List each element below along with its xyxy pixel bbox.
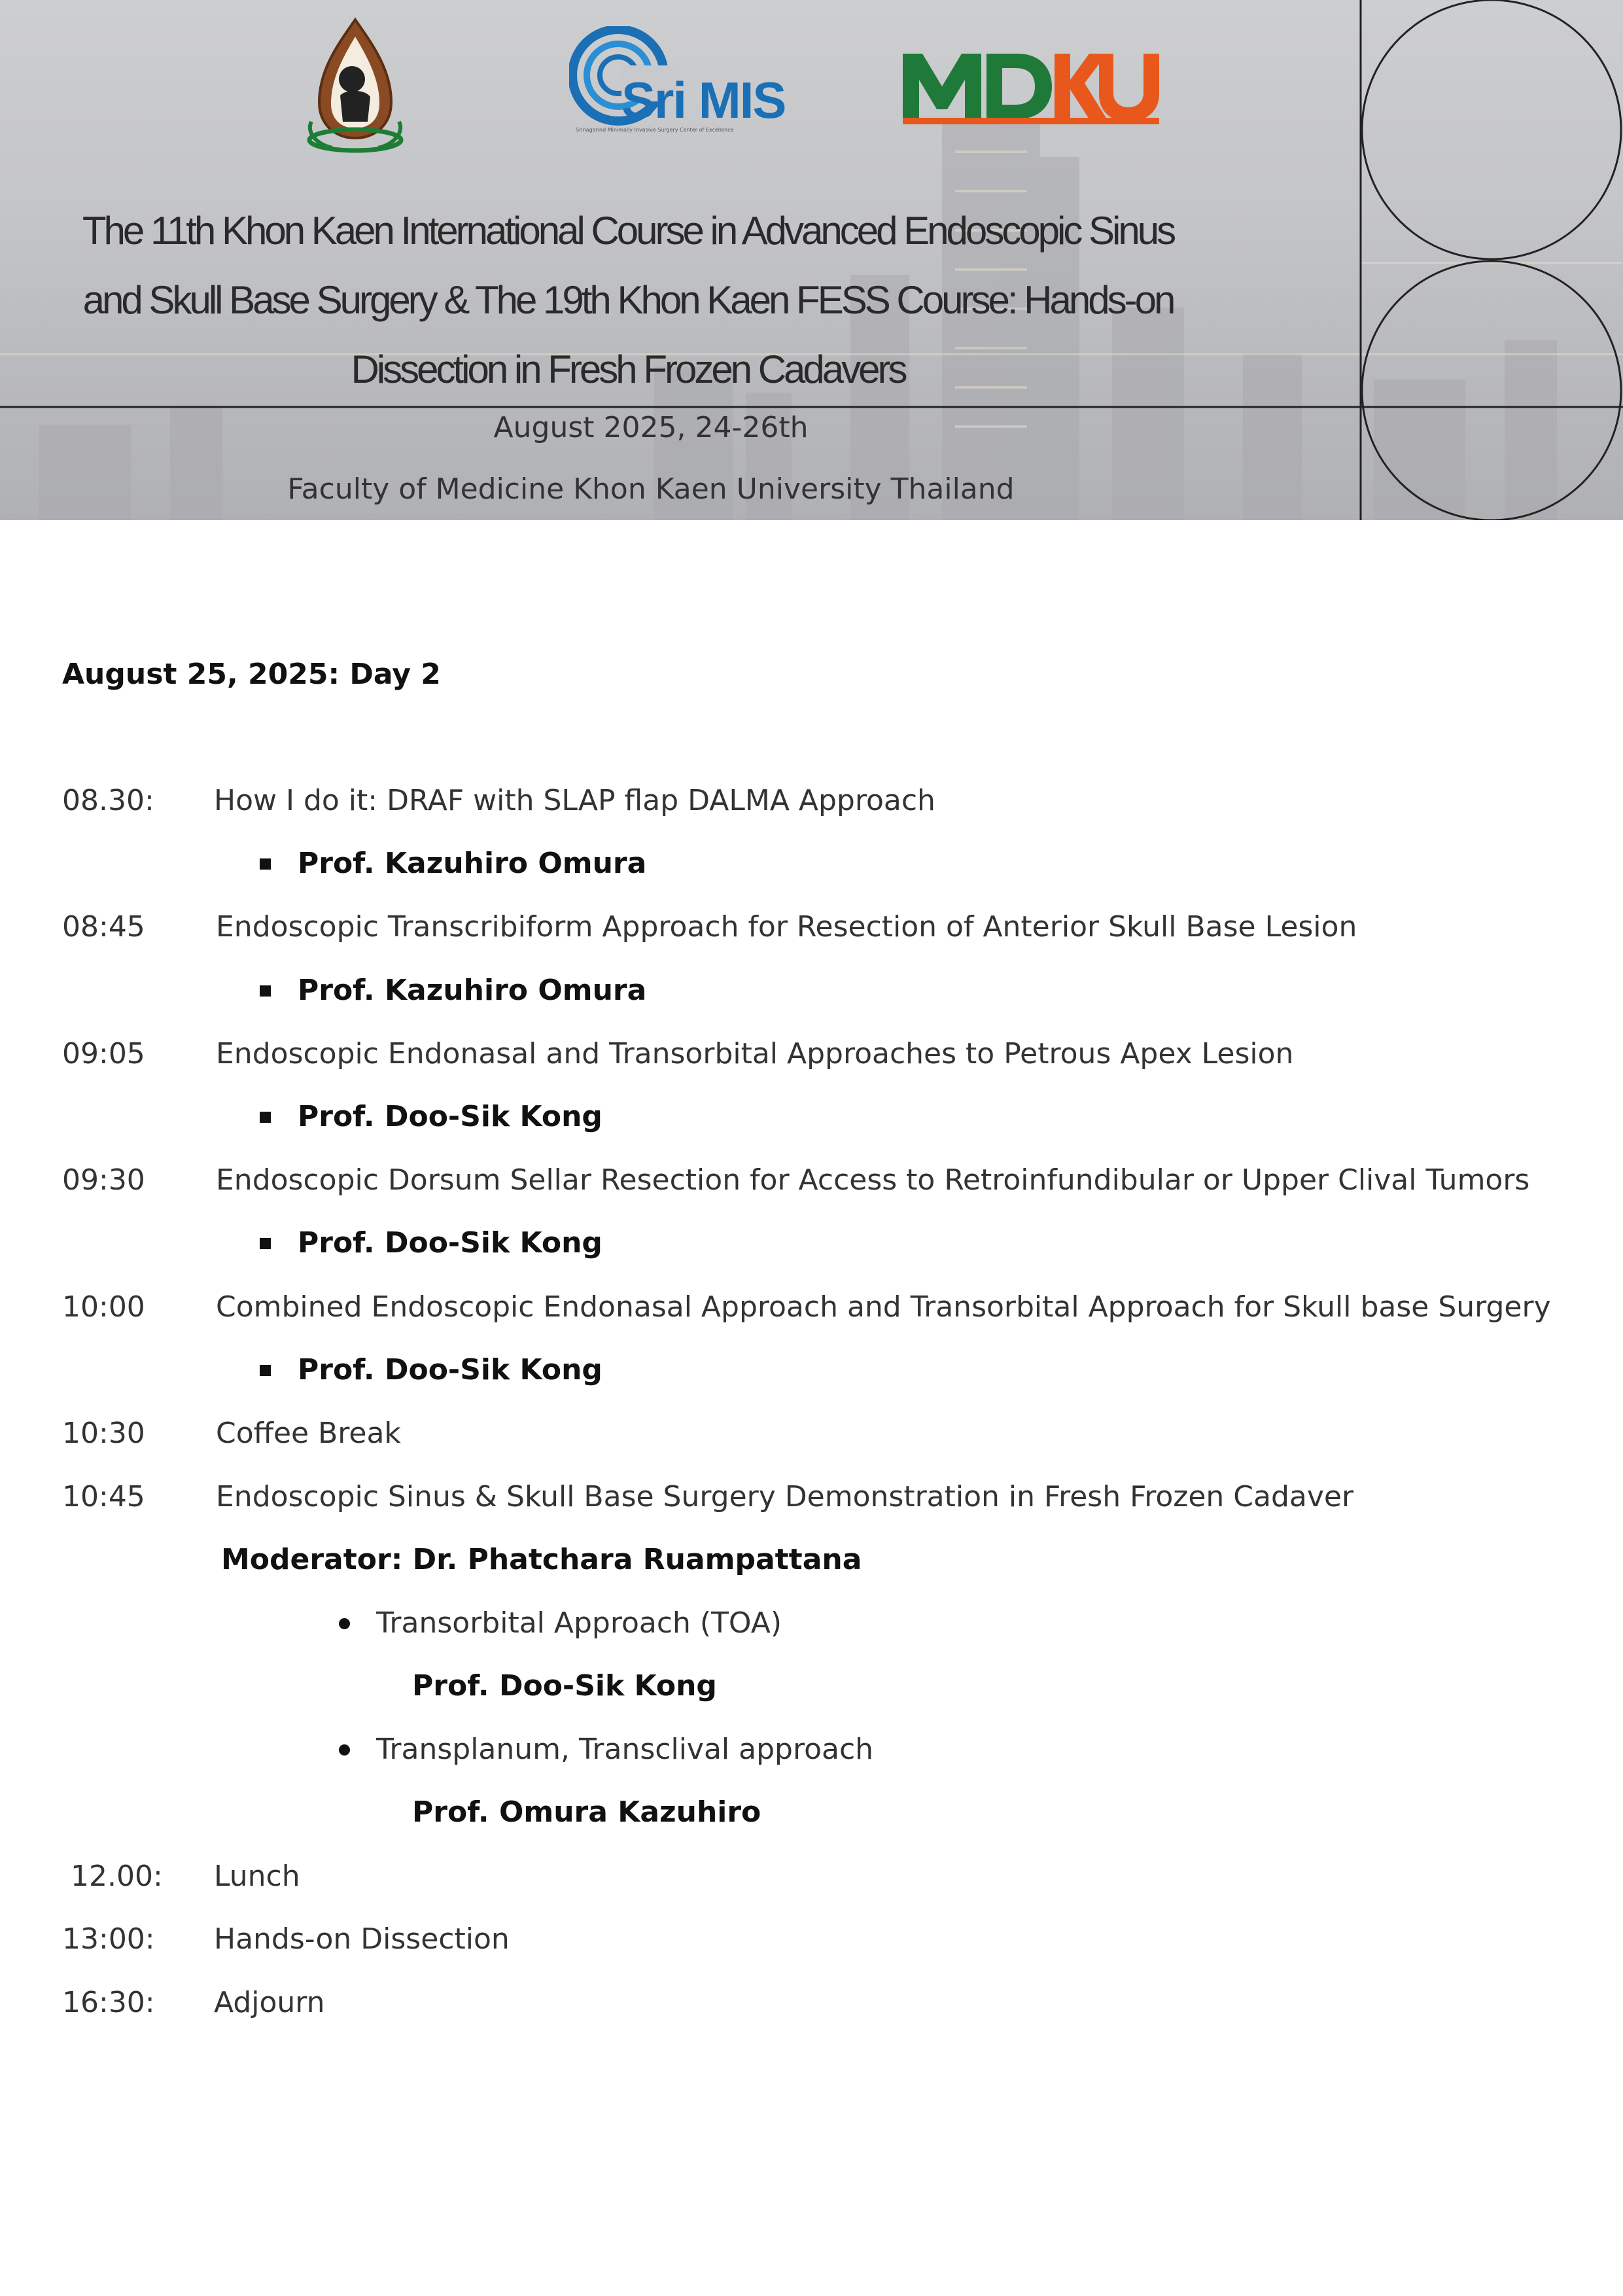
square-bullet-icon <box>260 985 271 997</box>
sri-mis-subtitle: Srinagarind Minimally Invasive Surgery Center of Excellence <box>576 127 734 133</box>
session-time: 08:45 <box>62 910 145 944</box>
session-title: Combined Endoscopic Endonasal Approach and Transorbital Approach for Skull base Surgery <box>216 1290 1551 1324</box>
square-bullet-icon <box>260 1365 271 1376</box>
closing-time: 12.00: <box>71 1860 163 1893</box>
demo-time: 10:45 <box>62 1480 145 1513</box>
session-speaker: Prof. Doo-Sik Kong <box>298 1100 602 1133</box>
session-title: Endoscopic Transcribiform Approach for Resection of Anterior Skull Base Lesion <box>216 910 1357 944</box>
session-speaker: Prof. Doo-Sik Kong <box>298 1353 602 1386</box>
demo-item-title: Transorbital Approach (TOA) <box>376 1606 782 1640</box>
square-bullet-icon <box>260 1112 271 1123</box>
round-bullet-icon <box>339 1744 350 1756</box>
coffee-title: Coffee Break <box>216 1417 401 1450</box>
course-title <box>39 196 1217 404</box>
header-banner <box>0 0 1623 520</box>
demo-item-speaker: Prof. Omura Kazuhiro <box>412 1795 761 1829</box>
closing-title: Lunch <box>214 1860 300 1893</box>
session-speaker: Prof. Kazuhiro Omura <box>298 974 647 1007</box>
session-speaker: Prof. Kazuhiro Omura <box>298 847 647 880</box>
mdkku-logo <box>903 47 1164 126</box>
square-bullet-icon <box>260 1238 271 1249</box>
session-time: 09:30 <box>62 1163 145 1197</box>
title-line-2: and Skull Base Surgery & The 19th Khon Kaen FESS Course: Hands-on <box>82 278 1174 322</box>
course-dates: August 2025, 24-26th <box>493 411 809 444</box>
session-speaker: Prof. Doo-Sik Kong <box>298 1226 602 1260</box>
faculty-crest-icon <box>300 17 411 154</box>
session-time: 10:00 <box>62 1290 145 1324</box>
day-heading: August 25, 2025: Day 2 <box>62 658 441 691</box>
title-line-1: The 11th Khon Kaen International Course in Advanced Endoscopic Sinus <box>82 209 1174 253</box>
course-venue: Faculty of Medicine Khon Kaen University Thailand <box>287 472 1015 506</box>
session-time: 08.30: <box>62 784 154 817</box>
session-title: How I do it: DRAF with SLAP flap DALMA Approach <box>214 784 935 817</box>
demo-title: Endoscopic Sinus & Skull Base Surgery Demonstration in Fresh Frozen Cadaver <box>216 1480 1354 1513</box>
demo-item-speaker: Prof. Doo-Sik Kong <box>412 1669 717 1703</box>
title-line-3: Dissection in Fresh Frozen Cadavers <box>351 347 905 391</box>
demo-moderator: Moderator: Dr. Phatchara Ruampattana <box>221 1543 862 1576</box>
round-bullet-icon <box>339 1618 350 1629</box>
coffee-time: 10:30 <box>62 1417 145 1450</box>
session-title: Endoscopic Endonasal and Transorbital Approaches to Petrous Apex Lesion <box>216 1037 1294 1070</box>
closing-time: 16:30: <box>62 1986 155 2019</box>
demo-item-title: Transplanum, Transclival approach <box>376 1733 874 1766</box>
closing-title: Hands-on Dissection <box>214 1922 510 1956</box>
closing-title: Adjourn <box>214 1986 325 2019</box>
session-title: Endoscopic Dorsum Sellar Resection for Access to Retroinfundibular or Upper Clival Tumors <box>216 1163 1530 1197</box>
session-time: 09:05 <box>62 1037 145 1070</box>
closing-time: 13:00: <box>62 1922 155 1956</box>
sri-mis-wordmark: Sri MIS <box>621 71 786 129</box>
square-bullet-icon <box>260 858 271 870</box>
